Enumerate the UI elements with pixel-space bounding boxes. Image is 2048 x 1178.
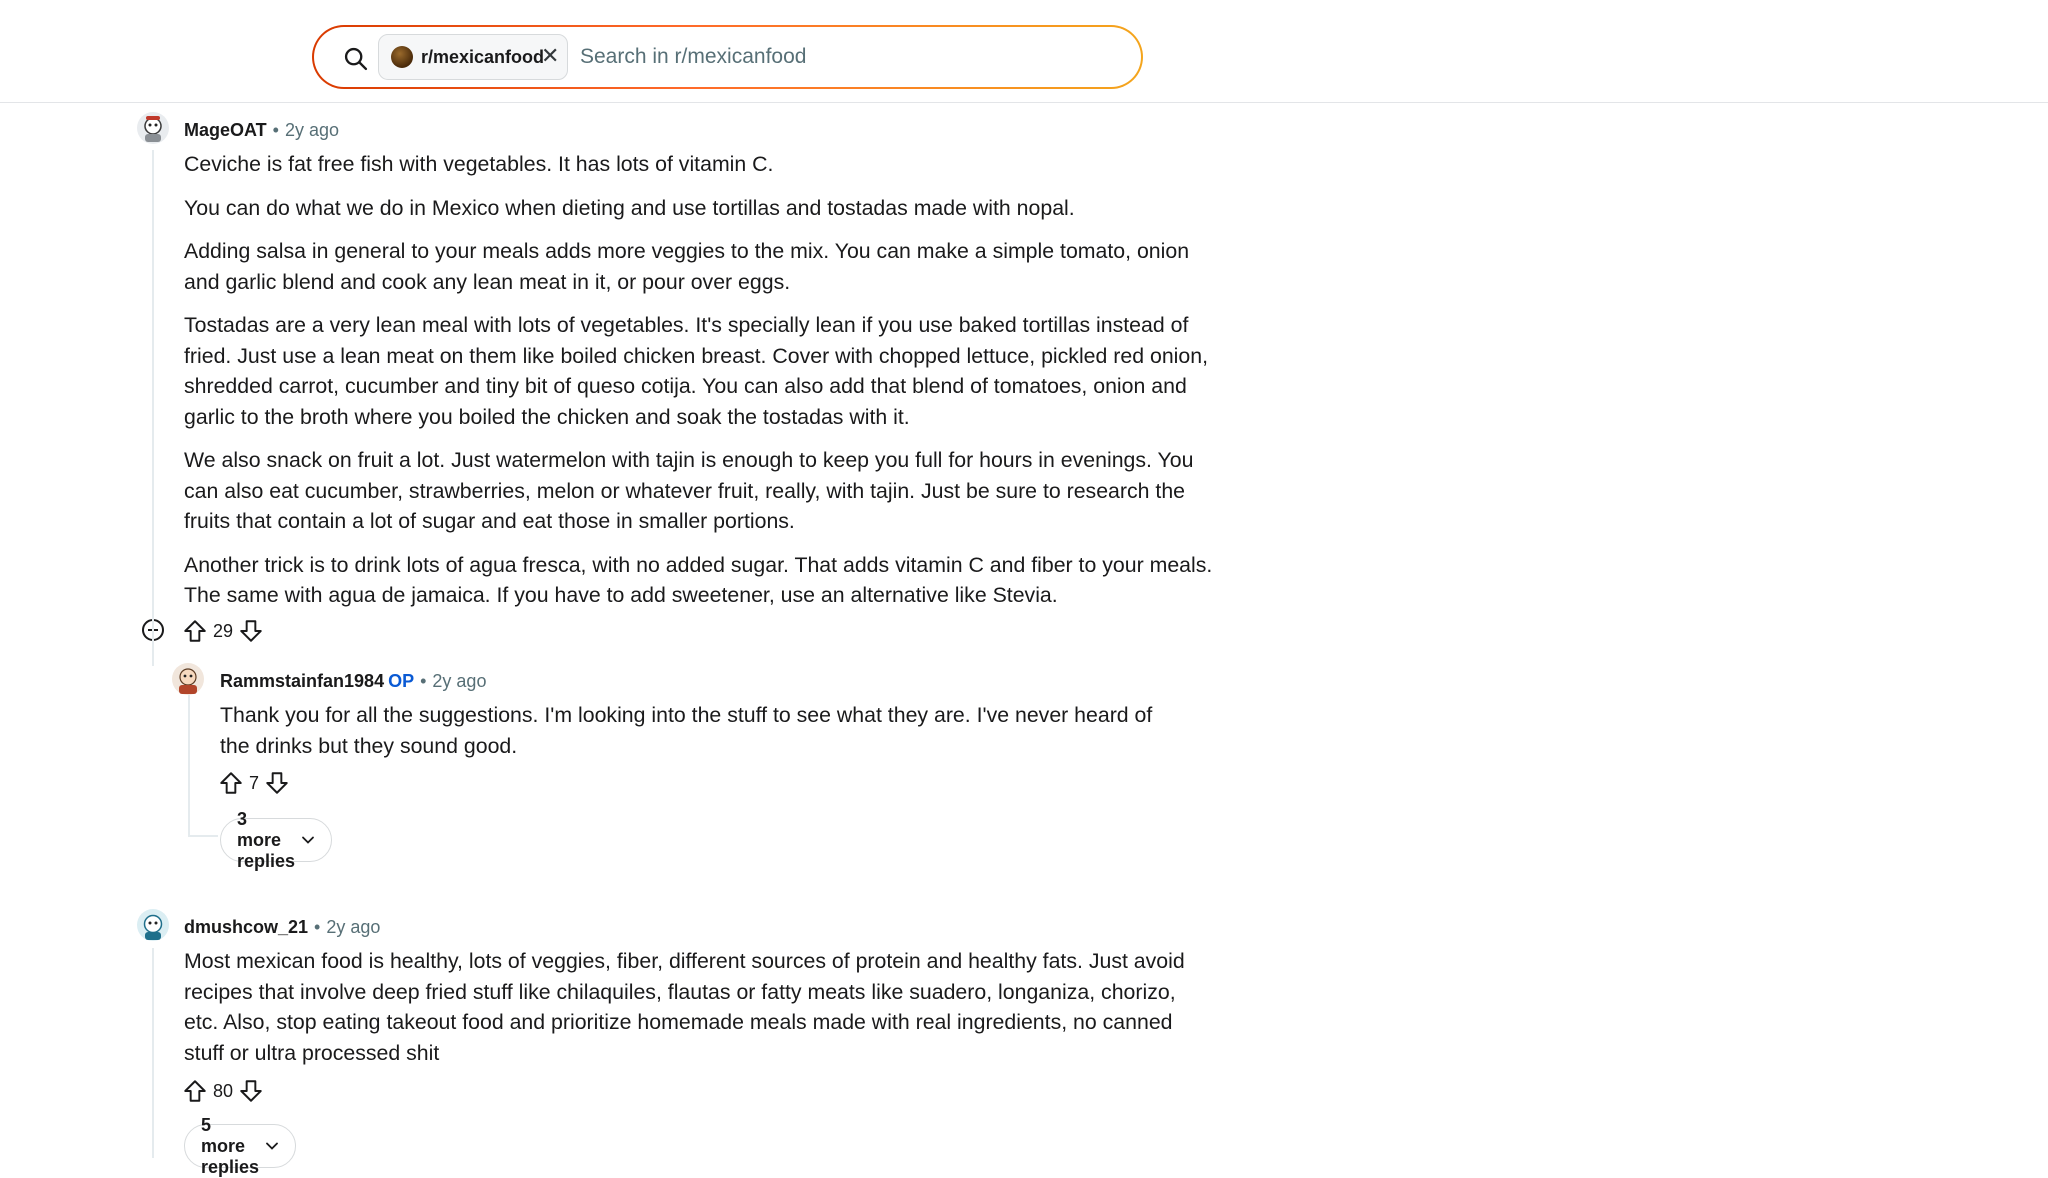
thread-line[interactable]: [188, 695, 190, 835]
close-icon[interactable]: ✕: [541, 43, 560, 68]
avatar[interactable]: [137, 909, 169, 941]
vote-score: 29: [213, 620, 234, 641]
community-chip-label: r/mexicanfood: [421, 47, 545, 67]
thread-branch: [188, 835, 218, 837]
search-input[interactable]: [578, 41, 1102, 73]
chevron-down-icon: [301, 833, 315, 847]
timestamp[interactable]: 2y ago: [326, 917, 381, 937]
separator-dot: •: [272, 120, 279, 140]
upvote-icon[interactable]: [218, 770, 244, 796]
thread-branch: [152, 610, 154, 666]
comment-body: [184, 946, 1204, 1081]
comment-body: [220, 700, 1180, 774]
avatar[interactable]: [137, 112, 169, 144]
comment-paragraph: Another trick is to drink lots of agua fresca, with no added sugar. That adds vitamin C and fiber to your meals. The same with agua de jamaica. If you have to add sweetener, use an alternative like Stevia.: [184, 552, 1213, 607]
more-replies-label: 5 more replies: [201, 1114, 260, 1177]
op-badge: OP: [388, 671, 415, 691]
separator-dot: •: [314, 917, 321, 937]
comment-meta: [220, 671, 486, 692]
comment-paragraph: We also snack on fruit a lot. Just watermelon with tajin is enough to keep you full for hours in evenings. You can also eat cucumber, strawberries, melon or whatever fruit, really, with tajin. Just be sure to research the fruits that contain a lot of sugar and eat those in smaller portions.: [184, 448, 1194, 533]
more-replies-button[interactable]: [184, 1114, 296, 1177]
avatar[interactable]: [172, 663, 204, 695]
comment-paragraph: Adding salsa in general to your meals adds more veggies to the mix. You can make a simple tomato, onion and garlic blend and cook any lean meat in it, or pour over eggs.: [184, 239, 1190, 294]
vote-bar: [218, 768, 290, 798]
downvote-icon[interactable]: [238, 1078, 264, 1104]
vote-score: 7: [249, 772, 260, 793]
comment-paragraph: You can do what we do in Mexico when dieting and use tortillas and tostadas made with nopal.: [184, 195, 1075, 220]
thread-line[interactable]: [152, 150, 154, 610]
upvote-icon[interactable]: [182, 1078, 208, 1104]
downvote-icon[interactable]: [264, 770, 290, 796]
more-replies-button[interactable]: [220, 808, 332, 871]
comment-paragraph: Most mexican food is healthy, lots of veggies, fiber, different sources of protein and healthy fats. Just avoid recipes that involve deep fried stuff like chilaquiles, flautas or fatty meats like suadero, longaniza, chorizo, etc. Also, stop eating takeout food and prioritize homemade meals made with real ingredients, no canned stuff or ultra processed shit: [184, 949, 1185, 1065]
community-avatar: [391, 46, 413, 68]
comment-body: [184, 149, 1214, 624]
comment-meta: [184, 120, 339, 141]
author-name[interactable]: dmushcow_21: [184, 917, 309, 937]
separator-dot: •: [420, 671, 427, 691]
timestamp[interactable]: 2y ago: [284, 120, 340, 140]
comment-paragraph: Ceviche is fat free fish with vegetables. It has lots of vitamin C.: [184, 152, 774, 176]
upvote-icon[interactable]: [182, 618, 208, 644]
comment-paragraph: Thank you for all the suggestions. I'm looking into the stuff to see what they are. I've never heard of the drinks but they sound good.: [220, 703, 1153, 758]
vote-bar: [182, 616, 264, 646]
search-box[interactable]: [312, 25, 1143, 89]
comment-meta: [184, 917, 380, 938]
downvote-icon[interactable]: [238, 618, 264, 644]
thread-line[interactable]: [152, 948, 154, 1158]
vote-score: 80: [213, 1080, 234, 1101]
author-name[interactable]: Rammstainfan1984: [220, 671, 385, 691]
top-bar: [0, 0, 2048, 103]
more-replies-label: 3 more replies: [237, 808, 296, 871]
community-filter-chip[interactable]: [378, 34, 568, 80]
vote-bar: [182, 1076, 264, 1106]
chevron-down-icon: [265, 1139, 279, 1153]
timestamp[interactable]: 2y ago: [432, 671, 487, 691]
search-icon[interactable]: [342, 45, 370, 73]
author-name[interactable]: MageOAT: [184, 120, 267, 140]
comment-paragraph: Tostadas are a very lean meal with lots of vegetables. It's specially lean if you use baked tortillas instead of fried. Just use a lean meat on them like boiled chicken breast. Cover with chopped lettuce, pickled red onion, shredded carrot, cucumber and tiny bit of queso cotija. You can also add that blend of tomatoes, onion and garlic to the broth where you boiled the chicken and soak the tostadas with it.: [184, 313, 1209, 429]
